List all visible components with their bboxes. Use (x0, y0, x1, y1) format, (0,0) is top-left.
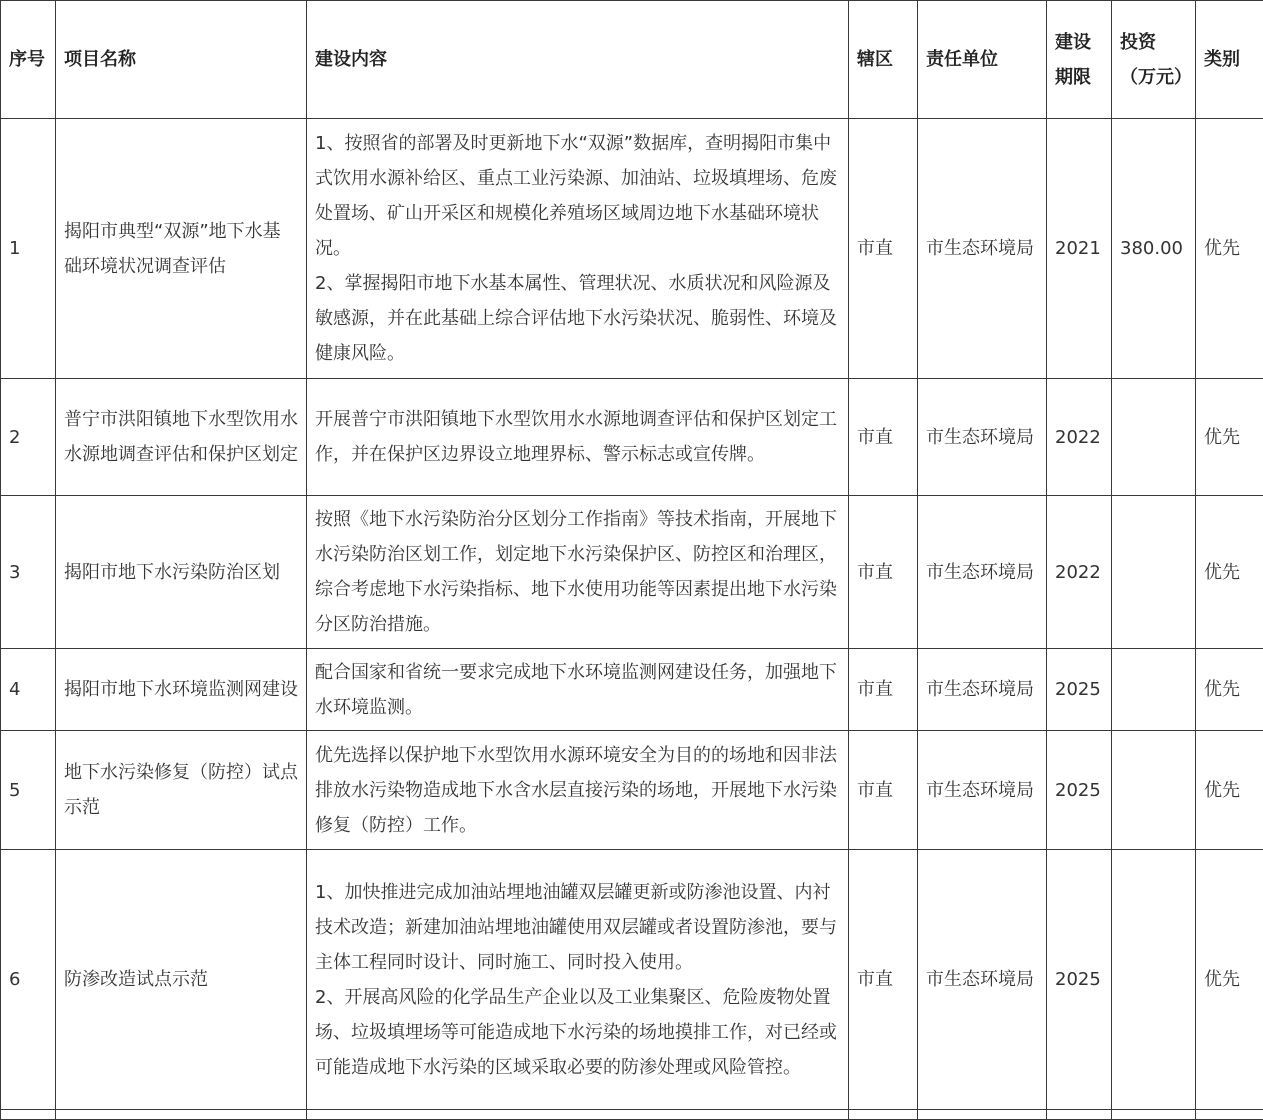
cell-seq: 3 (1, 496, 56, 649)
header-row (1, 1, 1263, 119)
cell-category: 优先 (1196, 731, 1263, 850)
cell-seq: 1 (1, 119, 56, 379)
cell-invest (1112, 379, 1196, 496)
cell-name: 普宁市洪阳镇地下水型饮用水水源地调查评估和保护区划定 (56, 379, 307, 496)
cell-seq: 6 (1, 850, 56, 1110)
cell-period: 2022 (1047, 379, 1112, 496)
cell-empty (307, 1110, 849, 1120)
cell-empty (56, 1110, 307, 1120)
cell-name: 防渗改造试点示范 (56, 850, 307, 1110)
cell-district: 市直 (849, 649, 918, 731)
cell-content (307, 379, 849, 496)
table-row (1, 379, 1263, 496)
cell-period: 2021 (1047, 119, 1112, 379)
cell-empty (1047, 1110, 1112, 1120)
header-seq: 序号 (1, 1, 56, 119)
cell-seq: 2 (1, 379, 56, 496)
cell-name: 地下水污染修复（防控）试点示范 (56, 731, 307, 850)
cell-district: 市直 (849, 496, 918, 649)
cell-invest (1112, 496, 1196, 649)
cell-content (307, 119, 849, 379)
cell-category: 优先 (1196, 649, 1263, 731)
content-paragraph: 1、加快推进完成加油站埋地油罐双层罐更新或防渗池设置、内衬技术改造；新建加油站埋地油罐使用双层罐或者设置防渗池，要与主体工程同时设计、同时施工、同时投入使用。 (315, 875, 840, 980)
cell-unit: 市生态环境局 (918, 496, 1047, 649)
content-paragraph: 1、按照省的部署及时更新地下水“双源”数据库，查明揭阳市集中式饮用水源补给区、重点工业污染源、加油站、垃圾填埋场、危废处置场、矿山开采区和规模化养殖场区域周边地下水基础环境状况。 (315, 126, 840, 266)
cell-period: 2022 (1047, 496, 1112, 649)
content-paragraph: 开展普宁市洪阳镇地下水型饮用水水源地调查评估和保护区划定工作，并在保护区边界设立地理界标、警示标志或宣传牌。 (315, 402, 840, 472)
cell-unit: 市生态环境局 (918, 850, 1047, 1110)
table-row-truncated (1, 1110, 1263, 1120)
cell-category: 优先 (1196, 119, 1263, 379)
header-district: 辖区 (849, 1, 918, 119)
header-name: 项目名称 (56, 1, 307, 119)
cell-name: 揭阳市典型“双源”地下水基础环境状况调查评估 (56, 119, 307, 379)
cell-period: 2025 (1047, 649, 1112, 731)
cell-district: 市直 (849, 119, 918, 379)
cell-unit: 市生态环境局 (918, 119, 1047, 379)
table-row (1, 496, 1263, 649)
table-row (1, 850, 1263, 1110)
content-paragraph: 2、掌握揭阳市地下水基本属性、管理状况、水质状况和风险源及敏感源，并在此基础上综合评估地下水污染状况、脆弱性、环境及健康风险。 (315, 266, 840, 371)
cell-content (307, 731, 849, 850)
cell-content (307, 649, 849, 731)
content-paragraph: 按照《地下水污染防治分区划分工作指南》等技术指南，开展地下水污染防治区划工作，划定地下水污染保护区、防控区和治理区，综合考虑地下水污染指标、地下水使用功能等因素提出地下水污染分区防治措施。 (315, 502, 840, 642)
header-period: 建设期限 (1047, 1, 1112, 119)
cell-empty (1112, 1110, 1196, 1120)
content-paragraph: 配合国家和省统一要求完成地下水环境监测网建设任务，加强地下水环境监测。 (315, 655, 840, 725)
cell-seq: 5 (1, 731, 56, 850)
cell-unit: 市生态环境局 (918, 379, 1047, 496)
cell-invest (1112, 649, 1196, 731)
table-row (1, 649, 1263, 731)
cell-category: 优先 (1196, 496, 1263, 649)
table-row (1, 731, 1263, 850)
cell-district: 市直 (849, 379, 918, 496)
header-invest: 投资（万元） (1112, 1, 1196, 119)
cell-name: 揭阳市地下水污染防治区划 (56, 496, 307, 649)
cell-unit: 市生态环境局 (918, 731, 1047, 850)
cell-seq: 4 (1, 649, 56, 731)
cell-unit: 市生态环境局 (918, 649, 1047, 731)
cell-empty (849, 1110, 918, 1120)
header-content: 建设内容 (307, 1, 849, 119)
cell-name: 揭阳市地下水环境监测网建设 (56, 649, 307, 731)
table-row (1, 119, 1263, 379)
cell-content (307, 850, 849, 1110)
cell-invest: 380.00 (1112, 119, 1196, 379)
header-unit: 责任单位 (918, 1, 1047, 119)
cell-content (307, 496, 849, 649)
cell-district: 市直 (849, 850, 918, 1110)
header-category: 类别 (1196, 1, 1263, 119)
cell-period: 2025 (1047, 850, 1112, 1110)
cell-period: 2025 (1047, 731, 1112, 850)
cell-invest (1112, 731, 1196, 850)
cell-empty (1, 1110, 56, 1120)
content-paragraph: 2、开展高风险的化学品生产企业以及工业集聚区、危险废物处置场、垃圾填埋场等可能造成地下水污染的场地摸排工作，对已经或可能造成地下水污染的区域采取必要的防渗处理或风险管控。 (315, 980, 840, 1085)
content-paragraph: 优先选择以保护地下水型饮用水源环境安全为目的的场地和因非法排放水污染物造成地下水含水层直接污染的场地，开展地下水污染修复（防控）工作。 (315, 738, 840, 843)
cell-empty (918, 1110, 1047, 1120)
cell-empty (1196, 1110, 1263, 1120)
cell-category: 优先 (1196, 850, 1263, 1110)
cell-invest (1112, 850, 1196, 1110)
cell-category: 优先 (1196, 379, 1263, 496)
cell-district: 市直 (849, 731, 918, 850)
